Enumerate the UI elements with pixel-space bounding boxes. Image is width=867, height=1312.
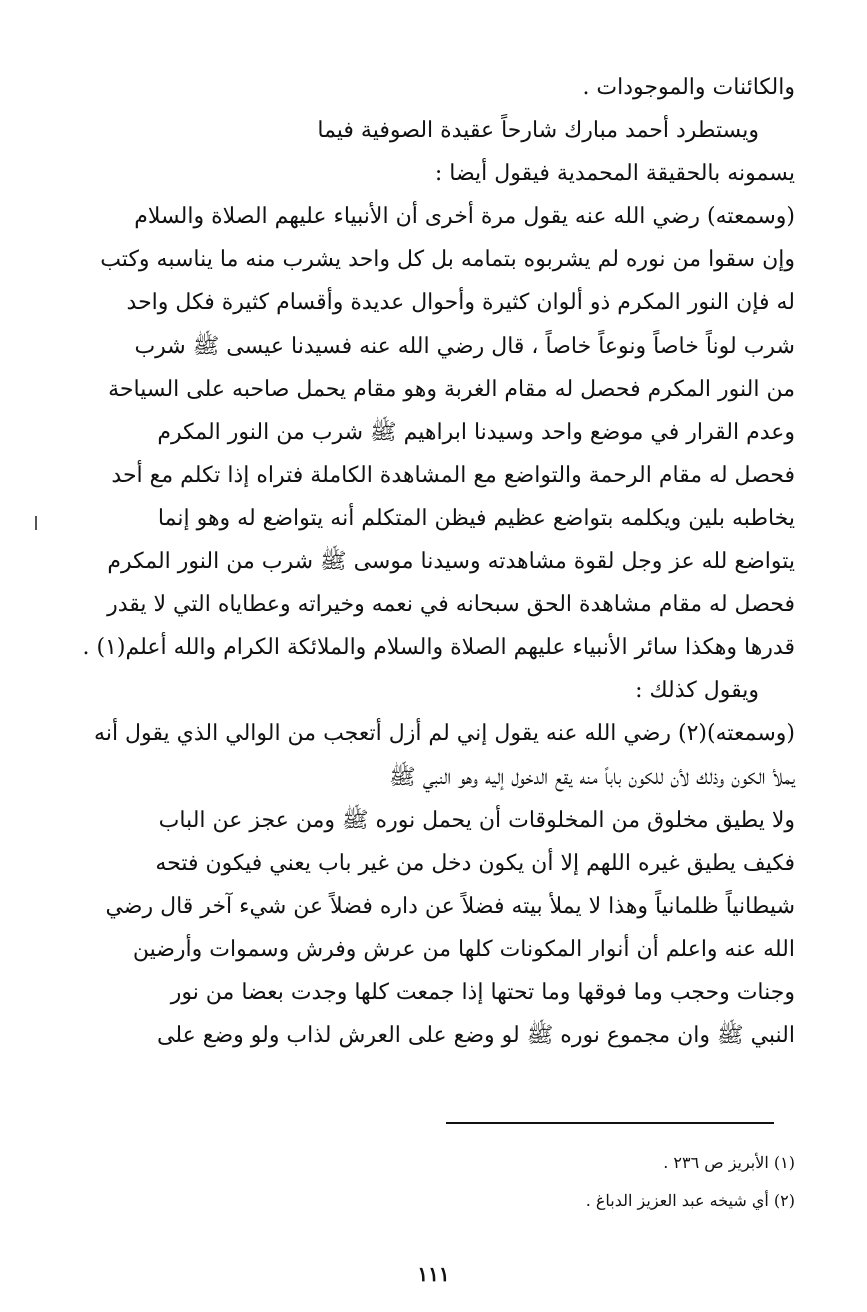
text-line-7: شرب لوناً خاصاً ونوعاً خاصاً ، قال رضي الله عنه فسيدنا عيسى ﷺ شرب: [134, 333, 795, 359]
text-line-11: يخاطبه بلين ويكلمه بتواضع عظيم فيظن المتكلم أنه يتواضع له وهو إنما: [157, 505, 795, 531]
text-line-4: (وسمعته) رضي الله عنه يقول مرة أخرى أن الأنبياء عليهم الصلاة والسلام: [134, 204, 795, 230]
text-line-10: فحصل له مقام الرحمة والتواضع مع المشاهدة الكاملة فتراه إذا تكلم مع أحد: [111, 462, 795, 488]
text-line-2: ويستطرد أحمد مبارك شارحاً عقيدة الصوفية فيما: [317, 118, 759, 144]
text-line-1: والكائنات والموجودات .: [582, 75, 795, 100]
text-line-8: من النور المكرم فحصل له مقام الغربة وهو مقام يحمل صاحبه على السياحة: [108, 376, 795, 402]
text-line-23: النبي ﷺ وان مجموع نوره ﷺ لو وضع على العرش لذاب ولو وضع على: [157, 1023, 795, 1049]
text-line-12: يتواضع لله عز وجل لقوة مشاهدته وسيدنا موسى ﷺ شرب من النور المكرم: [107, 549, 795, 575]
text-line-9: وعدم القرار في موضع واحد وسيدنا ابراهيم ﷺ شرب من النور المكرم: [157, 419, 795, 445]
text-line-20: شيطانياً ظلمانياً وهذا لا يملأ بيته فضلاً عن داره فضلاً عن شيء آخر قال رضي: [105, 893, 795, 919]
text-line-19: فكيف يطيق غيره اللهم إلا أن يكون دخل من غير باب يعني فيكون فتحه: [155, 850, 795, 876]
margin-mark: [35, 516, 37, 530]
text-line-5: وإن سقوا من نوره لم يشربوه بتمامه بل كل واحد يشرب منه ما يناسبه وكتب: [100, 247, 795, 273]
text-line-18: ولا يطيق مخلوق من المخلوقات أن يحمل نوره ﷺ ومن عجز عن الباب: [158, 807, 795, 833]
page-number: ١١١: [417, 1262, 450, 1286]
text-line-22: وجنات وحجب وما فوقها وما تحتها إذا جمعت كلها وجدت بعضا من نور: [170, 979, 795, 1005]
text-line-15: ويقول كذلك :: [635, 678, 759, 704]
footnotes: [95, 1144, 795, 1220]
text-line-13: فحصل له مقام مشاهدة الحق سبحانه في نعمه وخيراته وعطاياه التي لا يقدر: [107, 592, 795, 618]
text-line-14: قدرها وهكذا سائر الأنبياء عليهم الصلاة والسلام والملائكة الكرام والله أعلم(١) .: [82, 635, 795, 661]
text-line-16: (وسمعته)(٢) رضي الله عنه يقول إني لم أزل أتعجب من الوالي الذي يقول أنه: [94, 721, 795, 747]
footnote-divider: [446, 1122, 774, 1124]
footnote-1: (١) الأبريز ص ٢٣٦ .: [663, 1153, 795, 1172]
main-text: [82, 66, 795, 1057]
text-line-3: يسمونه بالحقيقة المحمدية فيقول أيضا :: [434, 161, 795, 187]
text-line-21: الله عنه واعلم أن أنوار المكونات كلها من عرش وفرش وسموات وأرضين: [132, 936, 795, 962]
text-line-17: يملأ الكون وذلك لأن للكون باباً منه يقع الدخول إليه وهو النبي ﷺ: [389, 764, 795, 790]
text-line-6: له فإن النور المكرم ذو ألوان كثيرة وأحوال عديدة وأقسام كثيرة فكل واحد: [126, 290, 795, 316]
footnote-2: (٢) أي شيخه عبد العزيز الدباغ .: [585, 1191, 795, 1210]
